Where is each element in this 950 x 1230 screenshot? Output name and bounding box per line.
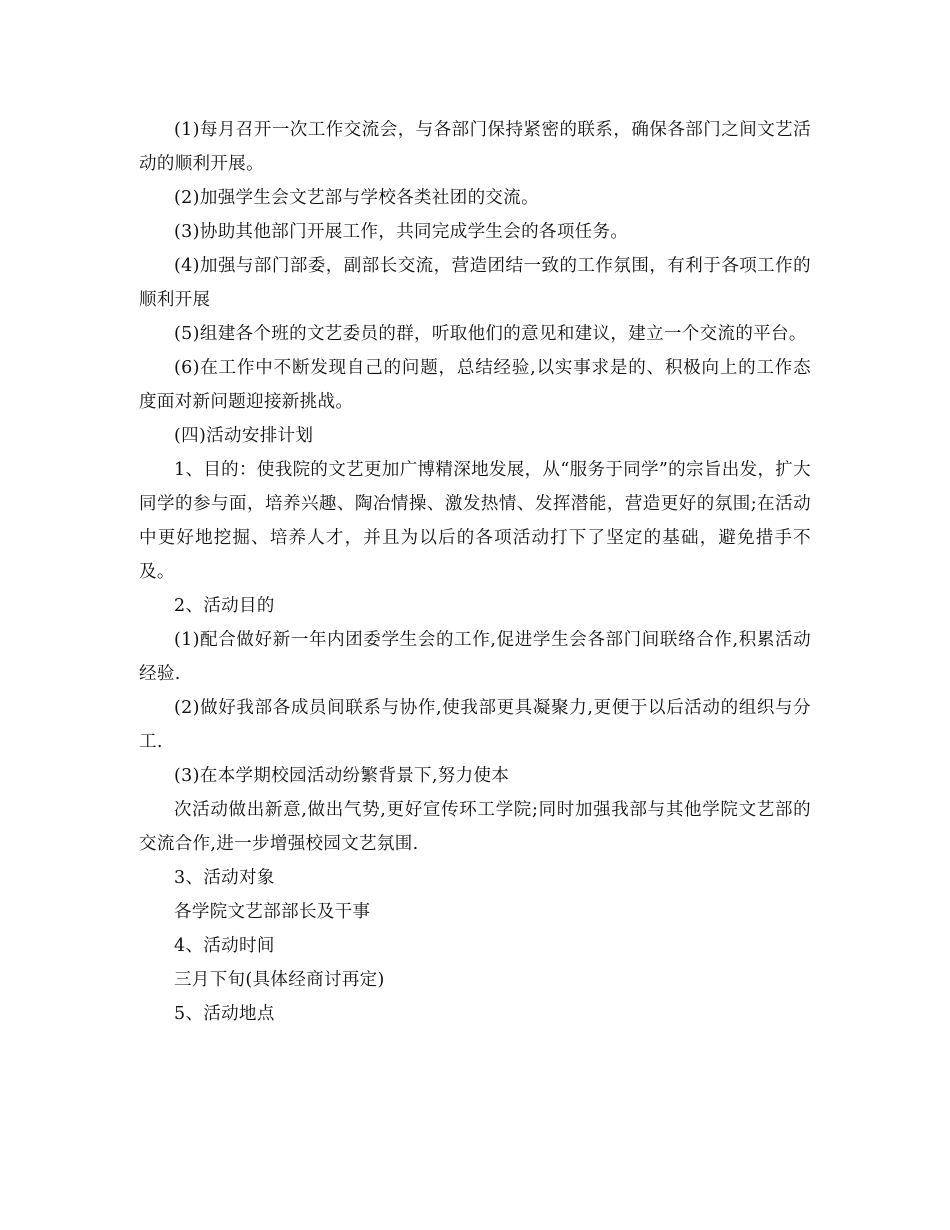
paragraph-item-1: (1)每月召开一次工作交流会，与各部门保持紧密的联系，确保各部门之间文艺活动的顺利开展。: [139, 120, 811, 174]
paragraph-item-2: (2)加强学生会文艺部与学校各类社团的交流。: [174, 188, 539, 208]
purpose-paragraph: 1、目的：使我院的文艺更加广博精深地发展，从“服务于同学”的宗旨出发，扩大同学的参与面，培养兴趣、陶冶情操、激发热情、发挥潜能，营造更好的氛围;在活动中更好地挖掘、培养人才，并且为以后的各项活动打下了坚定的基础，避免措手不及。: [139, 460, 811, 582]
paragraph-item-4: (4)加强与部门部委，副部长交流，营造团结一致的工作氛围，有利于各项工作的顺利开展: [139, 256, 811, 310]
goal-item-2: (2)做好我部各成员间联系与协作,使我部更具凝聚力,更便于以后活动的组织与分工.: [139, 698, 811, 752]
goal-item-3-continued: 次活动做出新意,做出气势,更好宣传环工学院;同时加强我部与其他学院文艺部的交流合作,进一步增强校园文艺氛围.: [139, 800, 811, 854]
audience-text: 各学院文艺部部长及干事: [174, 902, 371, 922]
goal-item-3: (3)在本学期校园活动纷繁背景下,努力使本: [174, 766, 510, 786]
section-heading: (四)活动安排计划: [174, 426, 314, 446]
subsection-heading-audience: 3、活动对象: [174, 868, 275, 888]
paragraph-item-6: (6)在工作中不断发现自己的问题，总结经验,以实事求是的、积极向上的工作态度面对新问题迎接新挑战。: [139, 358, 811, 412]
document-body: [139, 113, 811, 1031]
paragraph-item-5: (5)组建各个班的文艺委员的群，听取他们的意见和建议，建立一个交流的平台。: [174, 324, 807, 344]
time-text: 三月下旬(具体经商讨再定): [174, 970, 385, 990]
subsection-heading-time: 4、活动时间: [174, 936, 275, 956]
goal-item-1: (1)配合做好新一年内团委学生会的工作,促进学生会各部门间联络合作,积累活动经验.: [139, 630, 811, 684]
paragraph-item-3: (3)协助其他部门开展工作，共同完成学生会的各项任务。: [174, 222, 629, 242]
subsection-heading-location: 5、活动地点: [174, 1004, 275, 1024]
subsection-heading-activity-goal: 2、活动目的: [174, 596, 275, 616]
